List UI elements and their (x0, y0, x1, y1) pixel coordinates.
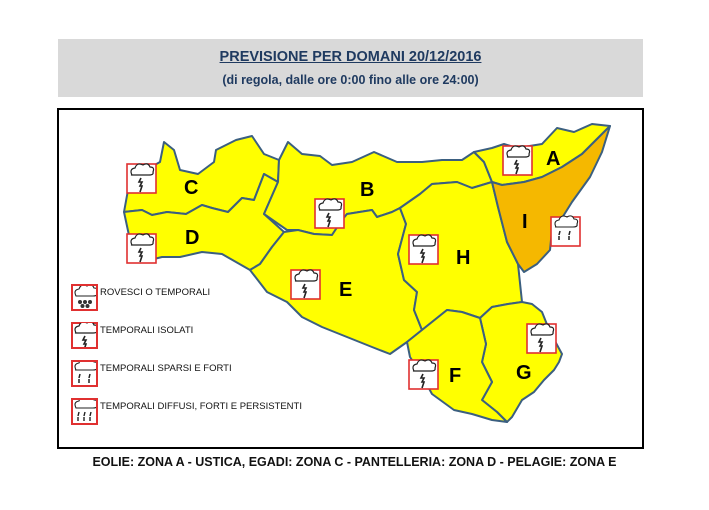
zone-label-h: H (456, 247, 471, 269)
temporali-isolati-icon (71, 322, 98, 349)
page-title: PREVISIONE PER DOMANI 20/12/2016 (219, 49, 482, 65)
rovesci-o-temporali-icon (71, 284, 98, 311)
legend-label: TEMPORALI ISOLATI (100, 324, 194, 336)
zone-label-g: G (516, 362, 532, 384)
legend-item (71, 278, 302, 316)
legend-label: ROVESCI O TEMPORALI (100, 286, 211, 298)
header-banner (58, 39, 643, 97)
zone-label-b: B (360, 179, 375, 201)
zone-label-c: C (184, 177, 199, 199)
zone-label-f: F (449, 365, 462, 387)
legend-item (71, 316, 302, 354)
zone-label-d: D (185, 227, 200, 249)
legend-label: TEMPORALI DIFFUSI, FORTI E PERSISTENTI (100, 400, 302, 412)
temporali-sparsi-forti-icon (71, 360, 98, 387)
map-frame (57, 108, 644, 449)
legend (71, 278, 302, 430)
zone-label-e: E (339, 279, 353, 301)
temporali-diffusi-icon (71, 398, 98, 425)
zone-label-a: A (546, 148, 561, 170)
legend-item (71, 392, 302, 430)
footer-note: EOLIE: ZONA A - USTICA, EGADI: ZONA C - PANTELLERIA: ZONA D - PELAGIE: ZONA E (92, 455, 617, 469)
page-subtitle: (di regola, dalle ore 0:00 fino alle ore 24:00) (222, 73, 479, 87)
legend-label: TEMPORALI SPARSI E FORTI (100, 362, 232, 374)
zone-label-i: I (522, 211, 528, 233)
legend-item (71, 354, 302, 392)
